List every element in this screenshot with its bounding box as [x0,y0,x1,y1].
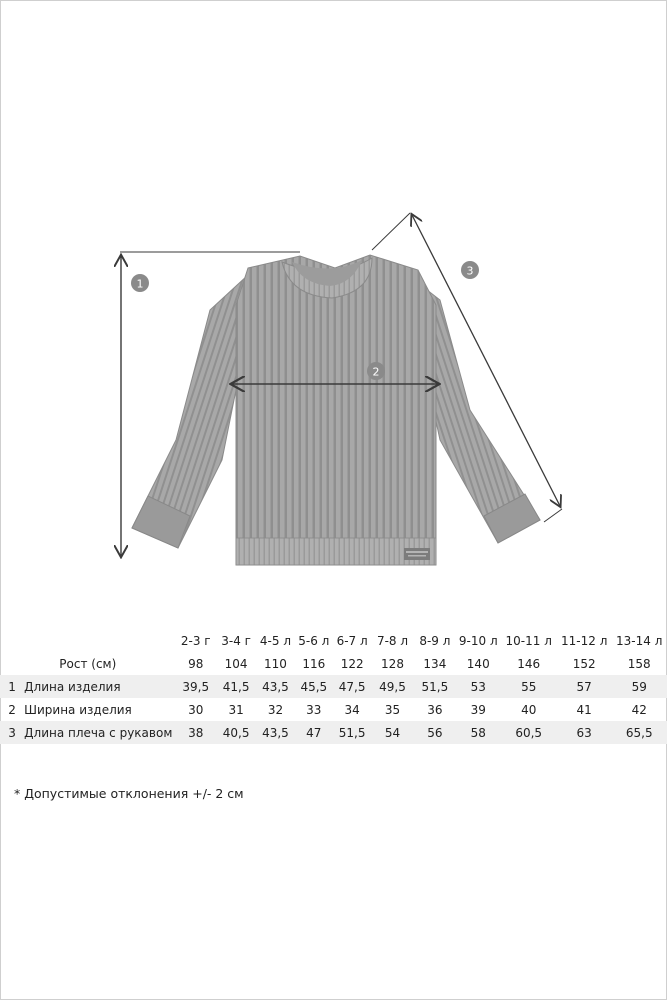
table-cell: 40,5 [216,721,256,744]
table-cell: 51,5 [414,675,456,698]
size-header: 10-11 л [505,633,552,648]
table-cell: 53 [456,675,500,698]
row-label: Длина плеча с рукавом [18,721,175,744]
table-cell: 45,5 [295,675,333,698]
height-cell: 146 [517,657,541,671]
table-cell: 39 [470,702,486,717]
table-cell: 31 [228,702,244,717]
height-cell: 104 [224,657,248,671]
height-cell: 134 [423,657,447,671]
table-cell: 30 [188,702,204,717]
row-label: Ширина изделия [24,702,132,717]
size-header-row [0,628,667,653]
size-header: 5-6 л [298,633,330,648]
height-cell: 98 [188,657,204,671]
sleeve-guide-cuff [544,509,562,522]
height-cell: 152 [572,657,596,671]
sweater-body [236,255,436,565]
row-number: 1 [0,675,18,698]
marker-3-label: 3 [466,264,474,278]
height-cell: 116 [302,657,326,671]
table-cell: 65,5 [611,721,667,744]
table-cell: 58 [456,721,500,744]
table-cell: 49,5 [371,675,413,698]
table-row [0,721,667,744]
size-header: 7-8 л [376,633,409,648]
size-header: 9-10 л [458,633,498,648]
size-header: 3-4 г [221,633,251,648]
table-cell: 57 [557,675,611,698]
table-cell: 63 [557,721,611,744]
table-cell: 39,5 [176,675,216,698]
row-label: Длина изделия [18,675,175,698]
table-cell: 35 [384,702,401,717]
table-cell: 47 [295,721,333,744]
marker-2-badge [367,362,385,380]
size-table [0,628,667,744]
size-header: 11-12 л [561,633,608,648]
sleeve-guide [372,213,410,250]
table-cell: 43,5 [256,675,294,698]
marker-3-badge [461,261,479,279]
tolerance-note: * Допустимые отклонения +/- 2 см [14,786,244,801]
table-cell: 41 [576,702,592,717]
size-header: 8-9 л [419,633,451,648]
size-header: 2-3 г [180,633,211,648]
height-cell: 110 [264,657,287,671]
table-cell: 40 [521,702,537,717]
table-cell: 33 [306,702,322,717]
size-header: 13-14 л [616,633,663,648]
height-cell: 128 [381,657,404,671]
table-cell: 59 [611,675,667,698]
table-cell: 43,5 [256,721,294,744]
table-cell: 32 [267,702,284,717]
table-cell: 41,5 [216,675,256,698]
table-cell: 34 [344,702,360,717]
table-cell: 47,5 [333,675,371,698]
table-cell: 36 [427,702,443,717]
table-cell: 51,5 [333,721,371,744]
row-number: 3 [0,721,18,744]
height-cell: 158 [627,657,651,671]
table-cell: 54 [371,721,413,744]
table-cell: 42 [631,702,647,717]
table-cell: 56 [414,721,456,744]
size-header: 4-5 л [259,633,291,648]
size-header: 6-7 л [336,633,368,648]
height-label: Рост (см) [59,657,117,671]
table-row [0,675,667,698]
height-cell: 122 [340,657,364,671]
brand-tag [404,548,430,560]
table-cell: 60,5 [500,721,557,744]
height-cell: 140 [466,657,490,671]
marker-2-label: 2 [372,365,380,379]
marker-1-label: 1 [136,277,144,291]
table-row [0,698,667,721]
marker-1-badge [131,274,149,292]
table-cell: 55 [500,675,557,698]
row-number: 2 [8,702,16,717]
height-row [0,653,667,675]
table-cell: 38 [176,721,216,744]
